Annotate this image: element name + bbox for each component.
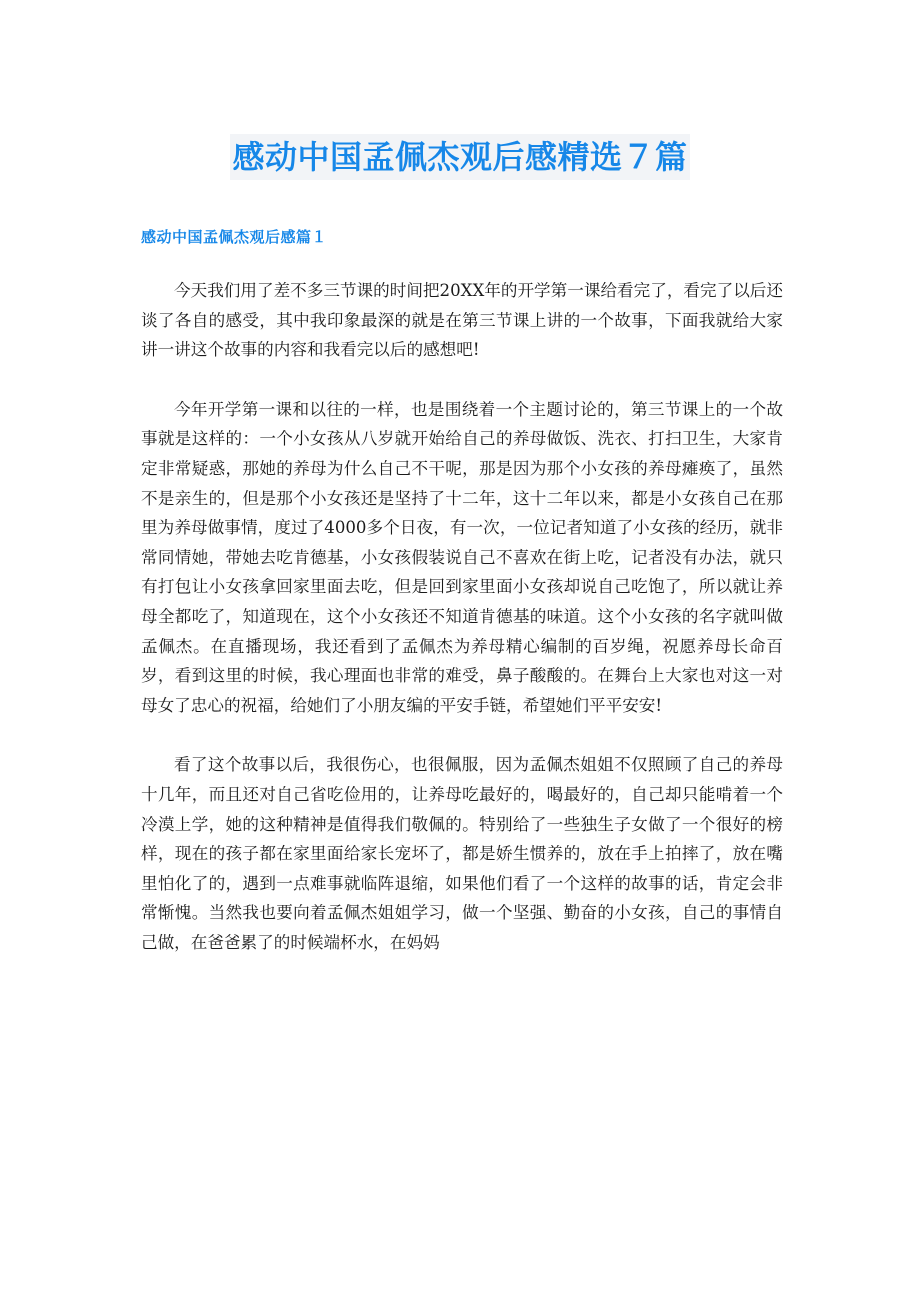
paragraph-3: 看了这个故事以后，我很伤心，也很佩服，因为孟佩杰姐姐不仅照顾了自己的养母十几年，而且还对自己省吃俭用的，让养母吃最好的，喝最好的，自己却只能啃着一个冷漠上学，她的这种精神是值得我们敬佩的。特别给了一些独生子女做了一个很好的榜样，现在的孩子都在家里面给家长宠坏了，都是娇生惯养的，放在手上拍摔了，放在嘴里怕化了的，遇到一点难事就临阵退缩，如果他们看了一个这样的故事的话，肯定会非常惭愧。当然我也要向着孟佩杰姐姐学习，做一个坚强、勤奋的小女孩，自己的事情自己做，在爸爸累了的时候端杯水，在妈妈 (141, 755, 783, 952)
article-body (141, 276, 783, 987)
section-heading: 感动中国孟佩杰观后感篇１ (141, 228, 328, 246)
title-container (0, 134, 920, 180)
paragraph-1: 今天我们用了差不多三节课的时间把20XX年的开学第一课给看完了，看完了以后还谈了各自的感受，其中我印象最深的就是在第三节课上讲的一个故事，下面我就给大家讲一讲这个故事的内容和我看完以后的感想吧! (141, 281, 783, 360)
document-title: 感动中国孟佩杰观后感精选７篇 (230, 134, 689, 180)
paragraph-2: 今年开学第一课和以往的一样，也是围绕着一个主题讨论的，第三节课上的一个故事就是这样的：一个小女孩从八岁就开始给自己的养母做饭、洗衣、打扫卫生，大家肯定非常疑惑，那她的养母为什么自己不干呢，那是因为那个小女孩的养母瘫痪了，虽然不是亲生的，但是那个小女孩还是坚持了十二年，这十二年以来，都是小女孩自己在那里为养母做事情，度过了4000多个日夜，有一次，一位记者知道了小女孩的经历，就非常同情她，带她去吃肯德基，小女孩假装说自己不喜欢在街上吃，记者没有办法，就只有打包让小女孩拿回家里面去吃，但是回到家里面小女孩却说自己吃饱了，所以就让养母全都吃了，知道现在，这个小女孩还不知道肯德基的味道。这个小女孩的名字就叫做孟佩杰。在直播现场，我还看到了孟佩杰为养母精心编制的百岁绳，祝愿养母长命百岁，看到这里的时候，我心理面也非常的难受，鼻子酸酸的。在舞台上大家也对这一对母女了忠心的祝福，给她们了小朋友编的平安手链，希望她们平平安安! (141, 399, 783, 715)
